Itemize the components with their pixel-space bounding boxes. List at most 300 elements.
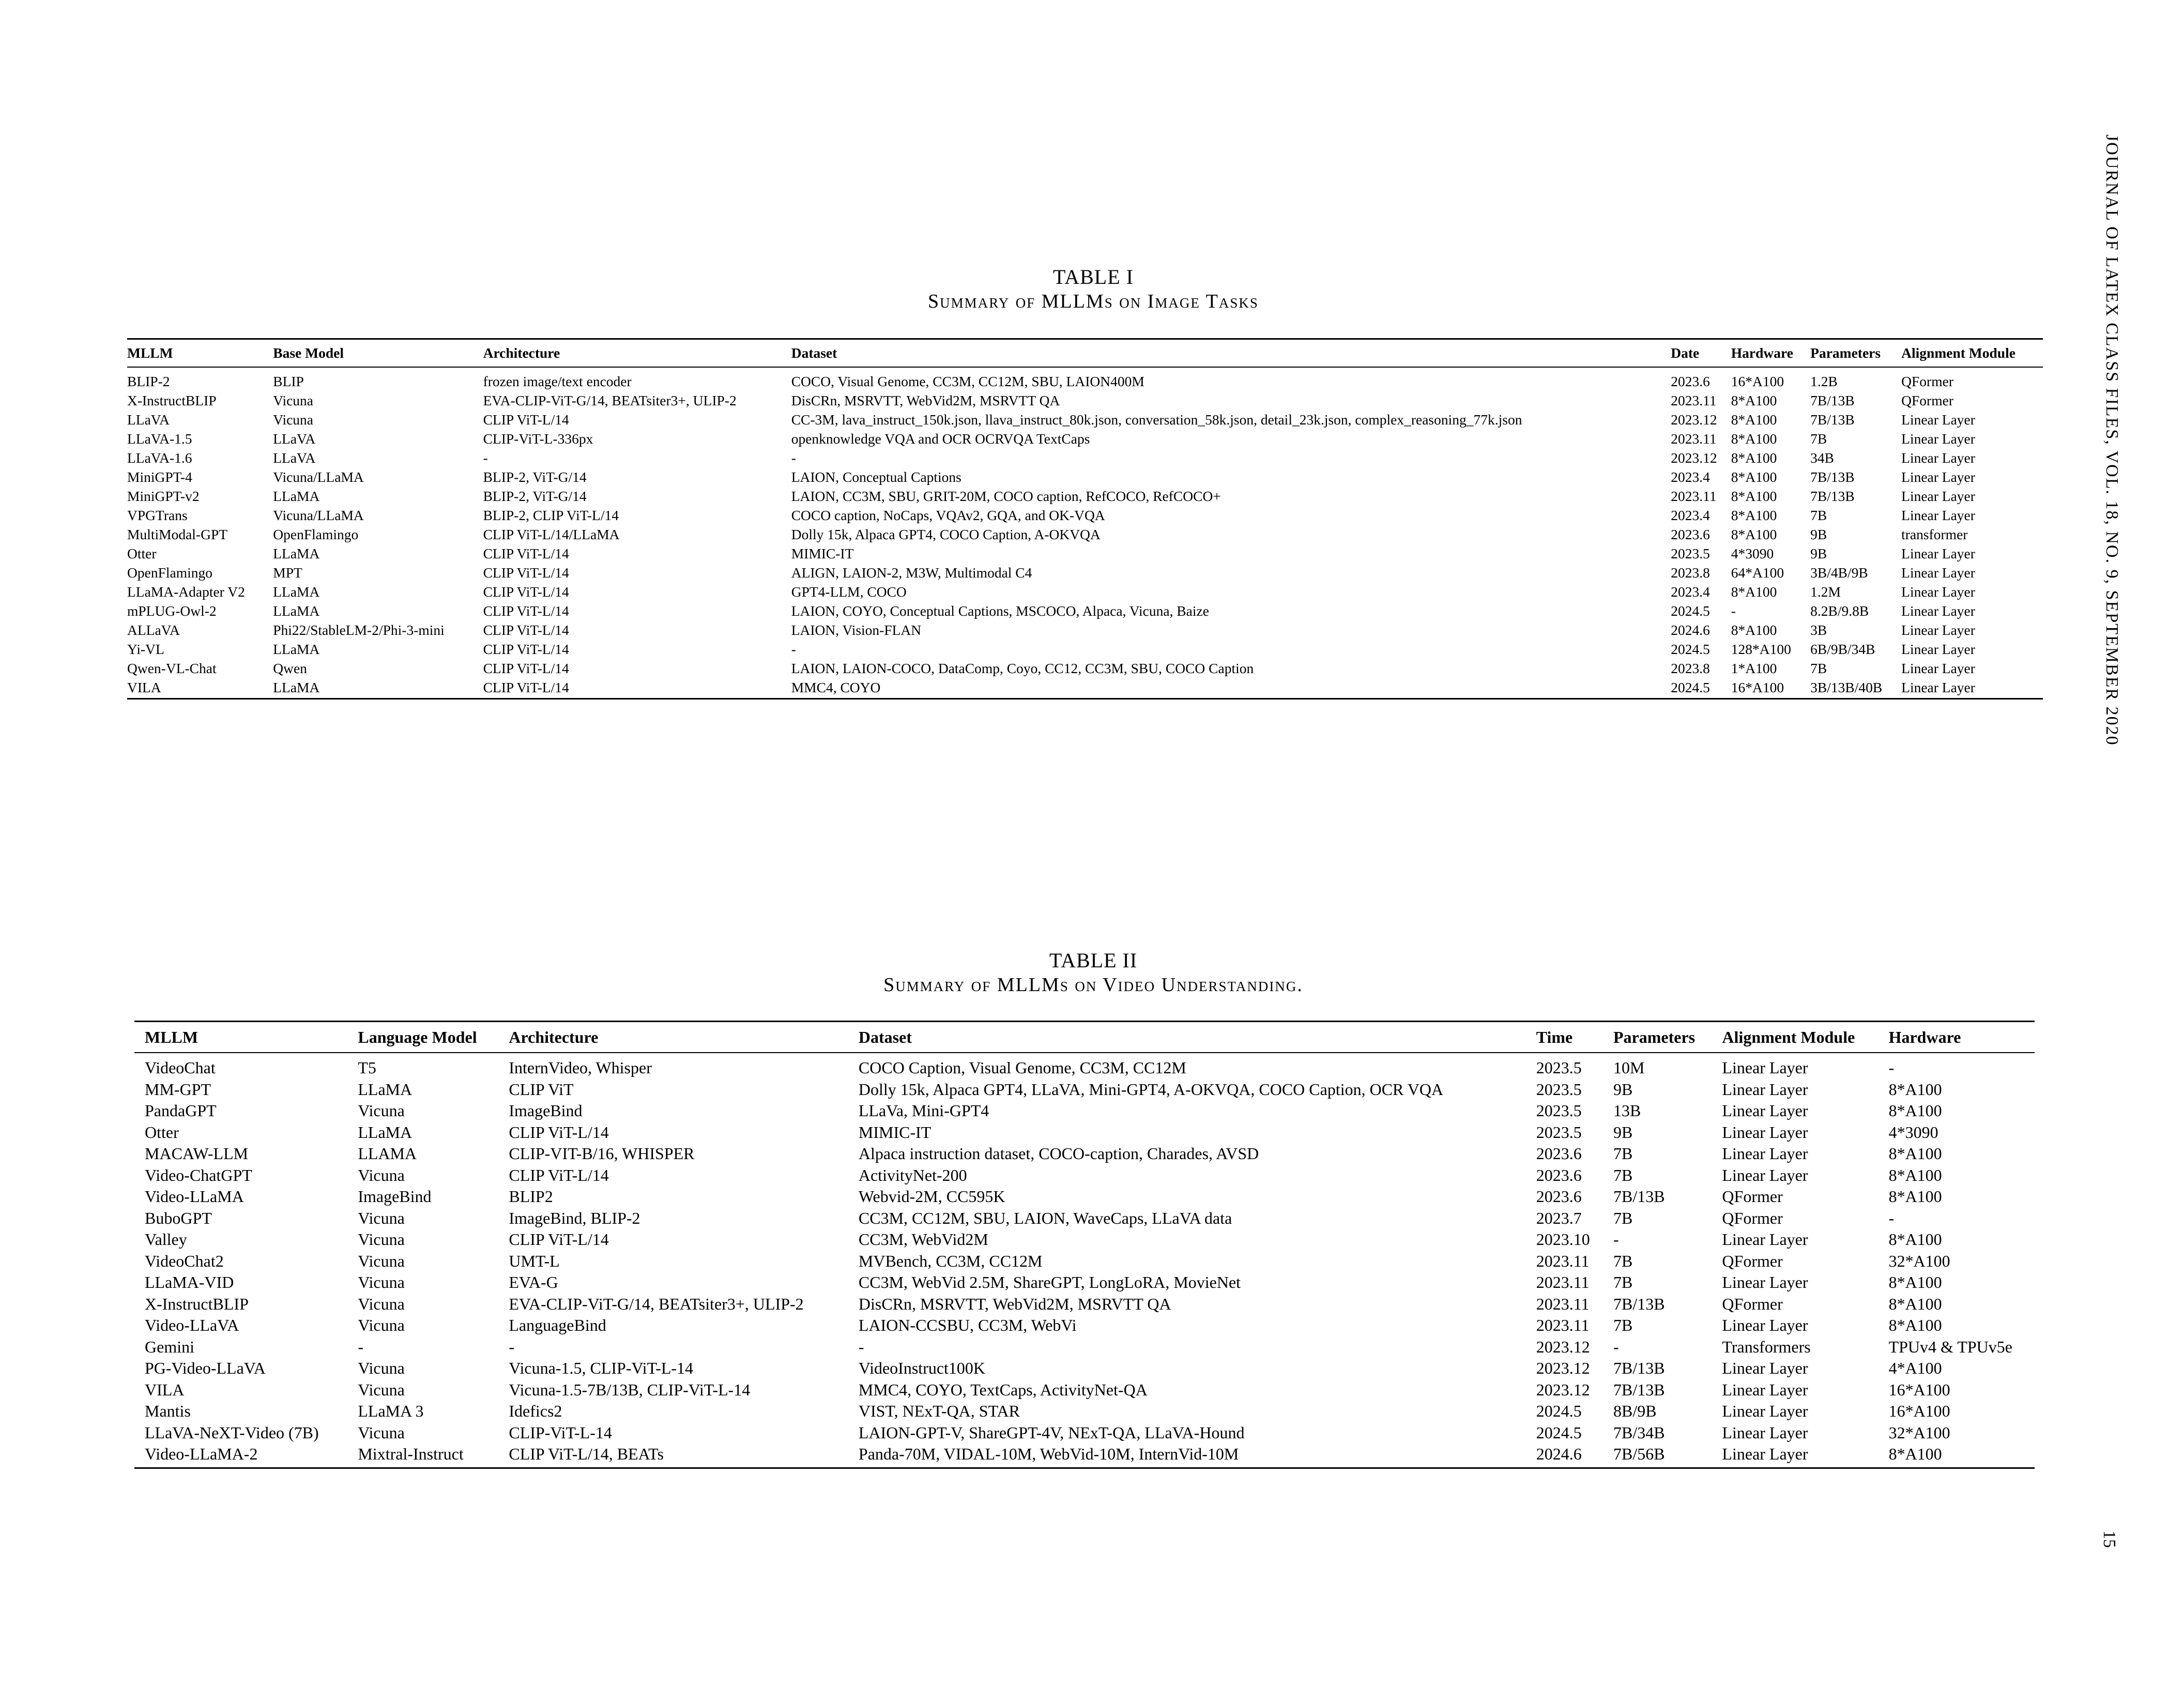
table-cell: 2023.6 — [1536, 1187, 1582, 1206]
table-cell: Linear Layer — [1901, 641, 1975, 657]
table-row — [127, 410, 2043, 429]
table-cell: LLaMA — [273, 584, 320, 600]
table-cell: Linear Layer — [1722, 1080, 1808, 1099]
table-cell: 8*A100 — [1888, 1316, 1942, 1334]
table-cell: Vicuna — [358, 1380, 405, 1399]
table-cell: 3B — [1810, 622, 1827, 638]
table-row — [127, 582, 2043, 601]
table-cell: - — [509, 1337, 514, 1356]
table-cell: CLIP ViT-L/14 — [483, 641, 569, 657]
table2-column-header: MLLM — [134, 1022, 347, 1053]
table-cell: BLIP — [273, 373, 304, 389]
table1-title: Summary of MLLMs on Image Tasks — [928, 291, 1259, 312]
table-cell: VideoChat2 — [145, 1251, 224, 1270]
table-cell: 2023.6 — [1671, 526, 1710, 542]
table-cell: GPT4-LLM, COCO — [791, 584, 907, 600]
table2-caption — [775, 948, 1411, 997]
table-cell: Linear Layer — [1901, 431, 1975, 447]
table-cell: 7B/13B — [1613, 1294, 1665, 1313]
table-cell: LAION-GPT-V, ShareGPT-4V, NExT-QA, LLaVA-Hound — [858, 1423, 1245, 1442]
table-cell: Vicuna — [358, 1316, 405, 1334]
table-cell: - — [1731, 603, 1736, 619]
table-cell: CLIP ViT-L/14 — [483, 545, 569, 561]
table-cell: LLaMA — [273, 679, 320, 695]
table-cell: LLaMA — [273, 488, 320, 504]
table-cell: 16*A100 — [1888, 1402, 1950, 1420]
table-cell: COCO caption, NoCaps, VQAv2, GQA, and OK-VQA — [791, 507, 1105, 523]
table-cell: CLIP-ViT-L-14 — [509, 1423, 612, 1442]
table-cell: LAION, Vision-FLAN — [791, 622, 922, 638]
table-cell: 2023.6 — [1536, 1165, 1582, 1184]
table-cell: Vicuna/LLaMA — [273, 507, 364, 523]
table-row — [127, 391, 2043, 410]
table-cell: 7B — [1613, 1316, 1633, 1334]
table1-header-row — [127, 339, 2043, 368]
table-cell: Panda-70M, VIDAL-10M, WebVid-10M, InternVid-10M — [858, 1445, 1239, 1463]
table2-label: TABLE II — [1049, 949, 1138, 972]
table-cell: 4*3090 — [1731, 545, 1774, 561]
table-row — [134, 1229, 2035, 1251]
table-cell: MIMIC-IT — [791, 545, 854, 561]
table-cell: 7B/13B — [1810, 469, 1855, 485]
table-cell: 64*A100 — [1731, 565, 1784, 581]
table-cell: 2023.12 — [1536, 1337, 1590, 1356]
table-cell: 9B — [1810, 526, 1827, 542]
table-cell: Idefics2 — [509, 1402, 562, 1420]
table-cell: 2023.11 — [1536, 1273, 1590, 1291]
table-cell: LAION, COYO, Conceptual Captions, MSCOCO, Alpaca, Vicuna, Baize — [791, 603, 1209, 619]
table-cell: Linear Layer — [1722, 1423, 1808, 1442]
table-cell: VideoChat — [145, 1058, 216, 1077]
table-row — [127, 659, 2043, 678]
table-cell: Linear Layer — [1901, 622, 1975, 638]
table2-column-header: Time — [1526, 1022, 1603, 1053]
table-row — [127, 448, 2043, 467]
table-cell: Linear Layer — [1901, 660, 1975, 676]
table-cell: - — [1613, 1230, 1619, 1249]
page-number: 15 — [2100, 1530, 2119, 1548]
table-cell: LLaVA — [273, 431, 316, 447]
table2-column-header: Alignment Module — [1712, 1022, 1878, 1053]
table-cell: EVA-G — [509, 1273, 558, 1291]
table-row — [134, 1053, 2035, 1079]
table-cell: PG-Video-LLaVA — [145, 1359, 266, 1377]
table-cell: 8B/9B — [1613, 1402, 1657, 1420]
table-cell: 2023.11 — [1536, 1251, 1590, 1270]
table-cell: 8*A100 — [1731, 584, 1777, 600]
table-cell: LLaMA 3 — [358, 1402, 424, 1420]
table1-column-header: Date — [1671, 339, 1731, 368]
table-cell: Dolly 15k, Alpaca GPT4, LLaVA, Mini-GPT4, A-OKVQA, COCO Caption, OCR VQA — [858, 1080, 1444, 1099]
table-cell: MultiModal-GPT — [127, 526, 228, 542]
table-cell: Linear Layer — [1901, 679, 1975, 695]
table-cell: Linear Layer — [1722, 1359, 1808, 1377]
table-cell: CLIP ViT-L/14 — [483, 565, 569, 581]
table-cell: OpenFlamingo — [273, 526, 359, 542]
table-cell: Phi22/StableLM-2/Phi-3-mini — [273, 622, 445, 638]
table-cell: VILA — [145, 1380, 185, 1399]
table-cell: Vicuna — [273, 412, 314, 428]
table-cell: LLaMA-VID — [145, 1273, 234, 1291]
table-cell: Vicuna — [273, 392, 314, 408]
table-cell: 7B/13B — [1613, 1187, 1665, 1206]
table-cell: Yi-VL — [127, 641, 164, 657]
table-cell: EVA-CLIP-ViT-G/14, BEATsiter3+, ULIP-2 — [509, 1294, 804, 1313]
table-cell: Vicuna — [358, 1423, 405, 1442]
table-cell: CLIP ViT-L/14 — [509, 1230, 609, 1249]
table-cell: Linear Layer — [1722, 1402, 1808, 1420]
table-cell: 10M — [1613, 1058, 1645, 1077]
table-cell: Video-LLaVA — [145, 1316, 239, 1334]
table-cell: ImageBind, BLIP-2 — [509, 1208, 640, 1227]
table-cell: ActivityNet-200 — [858, 1165, 967, 1184]
table-cell: Valley — [145, 1230, 187, 1249]
table-cell: 1.2B — [1810, 373, 1838, 389]
table-cell: COCO Caption, Visual Genome, CC3M, CC12M — [858, 1058, 1186, 1077]
table-cell: 16*A100 — [1731, 373, 1784, 389]
table-cell: Vicuna — [358, 1101, 405, 1120]
table1-caption — [775, 265, 1411, 313]
table-row — [134, 1143, 2035, 1165]
table-cell: 7B — [1613, 1144, 1633, 1163]
table-cell: 7B/13B — [1810, 392, 1855, 408]
table-cell: QFormer — [1901, 373, 1953, 389]
table-cell: 4*A100 — [1888, 1359, 1942, 1377]
table-row — [134, 1100, 2035, 1122]
table-cell: 2023.12 — [1671, 412, 1717, 428]
table-row — [134, 1443, 2035, 1468]
table-cell: transformer — [1901, 526, 1968, 542]
table-cell: BLIP2 — [509, 1187, 553, 1206]
table-cell: Linear Layer — [1722, 1273, 1808, 1291]
table-cell: CLIP ViT-L/14 — [483, 622, 569, 638]
table-cell: 1*A100 — [1731, 660, 1777, 676]
table-cell: Linear Layer — [1901, 507, 1975, 523]
table1-column-header: Dataset — [791, 339, 1671, 368]
table2-column-header: Architecture — [498, 1022, 848, 1053]
table-cell: Linear Layer — [1901, 545, 1975, 561]
table-cell: 2023.5 — [1671, 545, 1710, 561]
table-row — [127, 467, 2043, 487]
table-cell: Vicuna — [358, 1273, 405, 1291]
table-cell: 2024.5 — [1671, 603, 1710, 619]
table-cell: 3B/4B/9B — [1810, 565, 1868, 581]
table-cell: Vicuna — [358, 1208, 405, 1227]
table-cell: LAION, LAION-COCO, DataComp, Coyo, CC12, CC3M, SBU, COCO Caption — [791, 660, 1254, 676]
table2-header-row — [134, 1022, 2035, 1053]
table-cell: 32*A100 — [1888, 1423, 1950, 1442]
table-cell: X-InstructBLIP — [145, 1294, 249, 1313]
table-cell: 7B/13B — [1613, 1380, 1665, 1399]
table-cell: VPGTrans — [127, 507, 188, 523]
table-cell: LLaVA — [273, 450, 316, 466]
table1-column-header: Alignment Module — [1901, 339, 2043, 368]
table-row — [127, 525, 2043, 544]
table-cell: BLIP-2 — [127, 373, 170, 389]
table-cell: 16*A100 — [1731, 679, 1784, 695]
table-cell: CLIP ViT-L/14 — [483, 603, 569, 619]
table-cell: InternVideo, Whisper — [509, 1058, 652, 1077]
table-cell: QFormer — [1901, 392, 1953, 408]
table-cell: 8*A100 — [1888, 1101, 1942, 1120]
table-cell: CLIP ViT-L/14, BEATs — [509, 1445, 664, 1463]
table-cell: 32*A100 — [1888, 1251, 1950, 1270]
table-cell: LLaVA-NeXT-Video (7B) — [145, 1423, 319, 1442]
table-cell: Linear Layer — [1722, 1101, 1808, 1120]
table-row — [127, 678, 2043, 699]
table-cell: MMC4, COYO — [791, 679, 881, 695]
table-cell: 8*A100 — [1731, 622, 1777, 638]
table-cell: 2023.12 — [1671, 450, 1717, 466]
table-cell: 2023.12 — [1536, 1359, 1590, 1377]
table-cell: - — [791, 641, 796, 657]
table-cell: DisCRn, MSRVTT, WebVid2M, MSRVTT QA — [858, 1294, 1171, 1313]
table-row — [127, 563, 2043, 582]
table2-column-header: Hardware — [1878, 1022, 2035, 1053]
table-cell: TPUv4 & TPUv5e — [1888, 1337, 2012, 1356]
table-cell: 6B/9B/34B — [1810, 641, 1875, 657]
table-cell: MIMIC-IT — [858, 1122, 931, 1142]
table-row — [134, 1251, 2035, 1272]
table-cell: 7B/34B — [1613, 1423, 1665, 1442]
table-cell: CC3M, CC12M, SBU, LAION, WaveCaps, LLaVA data — [858, 1208, 1232, 1227]
table-cell: LLaMA — [358, 1080, 413, 1099]
table-cell: 8*A100 — [1888, 1294, 1942, 1313]
table-cell: LLAMA — [358, 1144, 417, 1163]
table-cell: LLaVA — [127, 412, 170, 428]
table-cell: openknowledge VQA and OCR OCRVQA TextCaps — [791, 431, 1090, 447]
table-cell: Vicuna-1.5, CLIP-ViT-L-14 — [509, 1359, 694, 1377]
table-row — [134, 1079, 2035, 1101]
table-cell: T5 — [358, 1058, 376, 1077]
table-cell: 16*A100 — [1888, 1380, 1950, 1399]
table-cell: 7B — [1810, 431, 1827, 447]
table-cell: Linear Layer — [1722, 1316, 1808, 1334]
table-cell: 7B — [1810, 660, 1827, 676]
table2 — [134, 1021, 2035, 1469]
table-cell: CLIP ViT-L/14/LLaMA — [483, 526, 620, 542]
table-cell: ImageBind — [358, 1187, 432, 1206]
table-cell: - — [858, 1337, 864, 1356]
table-cell: OpenFlamingo — [127, 565, 212, 581]
table-cell: MACAW-LLM — [145, 1144, 249, 1163]
table-cell: LLaMA-Adapter V2 — [127, 584, 245, 600]
table-row — [134, 1379, 2035, 1401]
table-row — [134, 1358, 2035, 1379]
table-cell: 8*A100 — [1888, 1445, 1942, 1463]
table-cell: 2023.11 — [1671, 488, 1717, 504]
table-cell: Linear Layer — [1722, 1165, 1808, 1184]
table-cell: Linear Layer — [1901, 584, 1975, 600]
table-cell: Alpaca instruction dataset, COCO-caption, Charades, AVSD — [858, 1144, 1259, 1163]
table-row — [134, 1165, 2035, 1187]
table-cell: CLIP-ViT-L-336px — [483, 431, 593, 447]
table-row — [134, 1122, 2035, 1144]
table-cell: CLIP ViT-L/14 — [483, 584, 569, 600]
table1-column-header: Base Model — [273, 339, 483, 368]
table1-column-header: MLLM — [127, 339, 273, 368]
table-cell: 2024.5 — [1671, 641, 1710, 657]
table-cell: 7B — [1613, 1208, 1633, 1227]
table-cell: Linear Layer — [1901, 488, 1975, 504]
table-cell: CLIP ViT-L/14 — [509, 1122, 609, 1142]
table-cell: 2023.10 — [1536, 1230, 1590, 1249]
table-cell: Dolly 15k, Alpaca GPT4, COCO Caption, A-OKVQA — [791, 526, 1101, 542]
table-cell: 2023.11 — [1671, 431, 1717, 447]
table-cell: frozen image/text encoder — [483, 373, 632, 389]
table-cell: 7B/56B — [1613, 1445, 1665, 1463]
table-cell: CC-3M, lava_instruct_150k.json, llava_instruct_80k.json, conversation_58k.json, detail_23k.json, complex_reasoning_77k.json — [791, 412, 1522, 428]
table-cell: Vicuna — [358, 1165, 405, 1184]
table-cell: 8*A100 — [1731, 469, 1777, 485]
table-cell: 2024.6 — [1536, 1445, 1582, 1463]
table-cell: 2024.5 — [1671, 679, 1710, 695]
table-cell: UMT-L — [509, 1251, 560, 1270]
table-cell: Video-LLaMA-2 — [145, 1445, 258, 1463]
table-cell: 7B — [1613, 1273, 1633, 1291]
table-cell: 2023.4 — [1671, 469, 1710, 485]
table-cell: - — [1888, 1058, 1895, 1077]
table1-column-header: Architecture — [483, 339, 791, 368]
table-cell: CLIP-VIT-B/16, WHISPER — [509, 1144, 695, 1163]
table-cell: BuboGPT — [145, 1208, 212, 1227]
table-cell: MiniGPT-v2 — [127, 488, 200, 504]
table-cell: MPT — [273, 565, 302, 581]
table-row — [127, 620, 2043, 640]
table-cell: CC3M, WebVid 2.5M, ShareGPT, LongLoRA, MovieNet — [858, 1273, 1241, 1291]
table-cell: LLaVA-1.6 — [127, 450, 192, 466]
table-row — [134, 1186, 2035, 1208]
table-cell: LLaMA — [273, 641, 320, 657]
table-cell: Webvid-2M, CC595K — [858, 1187, 1005, 1206]
table-cell: 7B/13B — [1810, 412, 1855, 428]
table-cell: Vicuna/LLaMA — [273, 469, 364, 485]
table-cell: 128*A100 — [1731, 641, 1791, 657]
table-row — [134, 1315, 2035, 1336]
table-cell: 9B — [1613, 1080, 1633, 1099]
table-row — [134, 1422, 2035, 1444]
table-cell: Vicuna — [358, 1359, 405, 1377]
table-cell: LLaMA — [273, 545, 320, 561]
table-cell: Mantis — [145, 1402, 191, 1420]
table-cell: 2023.4 — [1671, 507, 1710, 523]
table-row — [127, 367, 2043, 391]
table-cell: Linear Layer — [1901, 565, 1975, 581]
table-cell: 2024.6 — [1671, 622, 1710, 638]
table-cell: CLIP ViT-L/14 — [483, 679, 569, 695]
table-row — [127, 487, 2043, 506]
table-cell: DisCRn, MSRVTT, WebVid2M, MSRVTT QA — [791, 392, 1060, 408]
table-cell: BLIP-2, CLIP ViT-L/14 — [483, 507, 619, 523]
table-cell: Transformers — [1722, 1337, 1811, 1356]
table-row — [127, 506, 2043, 525]
table2-column-header: Dataset — [848, 1022, 1526, 1053]
table-cell: 2023.6 — [1671, 373, 1710, 389]
table-cell: VILA — [127, 679, 161, 695]
table-cell: Otter — [127, 545, 157, 561]
table-cell: PandaGPT — [145, 1101, 217, 1120]
table-cell: 2024.5 — [1536, 1402, 1582, 1420]
table-cell: Linear Layer — [1901, 469, 1975, 485]
table-cell: QFormer — [1722, 1208, 1783, 1227]
table-cell: MVBench, CC3M, CC12M — [858, 1251, 1043, 1270]
table-cell: LAION-CCSBU, CC3M, WebVi — [858, 1316, 1077, 1334]
table-cell: Otter — [145, 1122, 179, 1142]
table2-title: Summary of MLLMs on Video Understanding. — [883, 974, 1303, 996]
table-cell: LAION, Conceptual Captions — [791, 469, 961, 485]
table2-column-header: Language Model — [347, 1022, 498, 1053]
table-cell: LLaMA — [273, 603, 320, 619]
table-cell: ImageBind — [509, 1101, 583, 1120]
table-cell: COCO, Visual Genome, CC3M, CC12M, SBU, LAION400M — [791, 373, 1144, 389]
table-cell: Linear Layer — [1722, 1380, 1808, 1399]
table-cell: 8*A100 — [1731, 392, 1777, 408]
table-cell: 2023.8 — [1671, 565, 1710, 581]
table-cell: 9B — [1613, 1122, 1633, 1142]
table-cell: 2023.11 — [1536, 1316, 1590, 1334]
table-cell: 2023.7 — [1536, 1208, 1582, 1227]
table-cell: CLIP ViT-L/14 — [509, 1165, 609, 1184]
table-cell: QFormer — [1722, 1294, 1783, 1313]
table-cell: 1.2M — [1810, 584, 1841, 600]
table-cell: LanguageBind — [509, 1316, 606, 1334]
table-cell: 8*A100 — [1888, 1165, 1942, 1184]
table-cell: 8*A100 — [1731, 450, 1777, 466]
table-cell: 8*A100 — [1731, 526, 1777, 542]
table-cell: Linear Layer — [1722, 1058, 1808, 1077]
table-cell: QFormer — [1722, 1187, 1783, 1206]
table-cell: BLIP-2, ViT-G/14 — [483, 469, 587, 485]
table-cell: ALLaVA — [127, 622, 180, 638]
table-row — [134, 1208, 2035, 1229]
table-cell: 8*A100 — [1731, 412, 1777, 428]
table-cell: VideoInstruct100K — [858, 1359, 986, 1377]
table-row — [134, 1294, 2035, 1315]
table-cell: 7B — [1613, 1165, 1633, 1184]
table-cell: 3B/13B/40B — [1810, 679, 1883, 695]
table-cell: Linear Layer — [1901, 412, 1975, 428]
table-cell: 8*A100 — [1888, 1273, 1942, 1291]
table-cell: Qwen — [273, 660, 307, 676]
table1-label: TABLE I — [1053, 265, 1134, 288]
table-cell: Video-LLaMA — [145, 1187, 244, 1206]
table-cell: 8*A100 — [1888, 1187, 1942, 1206]
table-row — [127, 544, 2043, 563]
table2-body — [134, 1053, 2035, 1468]
table-cell: - — [483, 450, 488, 466]
table-cell: Linear Layer — [1901, 603, 1975, 619]
table-cell: 7B — [1810, 507, 1827, 523]
table-cell: 2023.4 — [1671, 584, 1710, 600]
table-cell: 2023.8 — [1671, 660, 1710, 676]
table-cell: Vicuna — [358, 1251, 405, 1270]
table-row — [134, 1336, 2035, 1358]
table-row — [127, 429, 2043, 448]
table-cell: Vicuna — [358, 1294, 405, 1313]
table-cell: Vicuna — [358, 1230, 405, 1249]
table-cell: MMC4, COYO, TextCaps, ActivityNet-QA — [858, 1380, 1148, 1399]
table-cell: Video-ChatGPT — [145, 1165, 252, 1184]
table-cell: QFormer — [1722, 1251, 1783, 1270]
table-cell: BLIP-2, ViT-G/14 — [483, 488, 587, 504]
table-cell: 2023.12 — [1536, 1380, 1590, 1399]
table-cell: 2023.6 — [1536, 1144, 1582, 1163]
table-cell: 34B — [1810, 450, 1835, 466]
table-cell: 2023.5 — [1536, 1058, 1582, 1077]
table-cell: 2023.5 — [1536, 1101, 1582, 1120]
table-cell: LLaVA-1.5 — [127, 431, 192, 447]
table2-column-header: Parameters — [1603, 1022, 1712, 1053]
